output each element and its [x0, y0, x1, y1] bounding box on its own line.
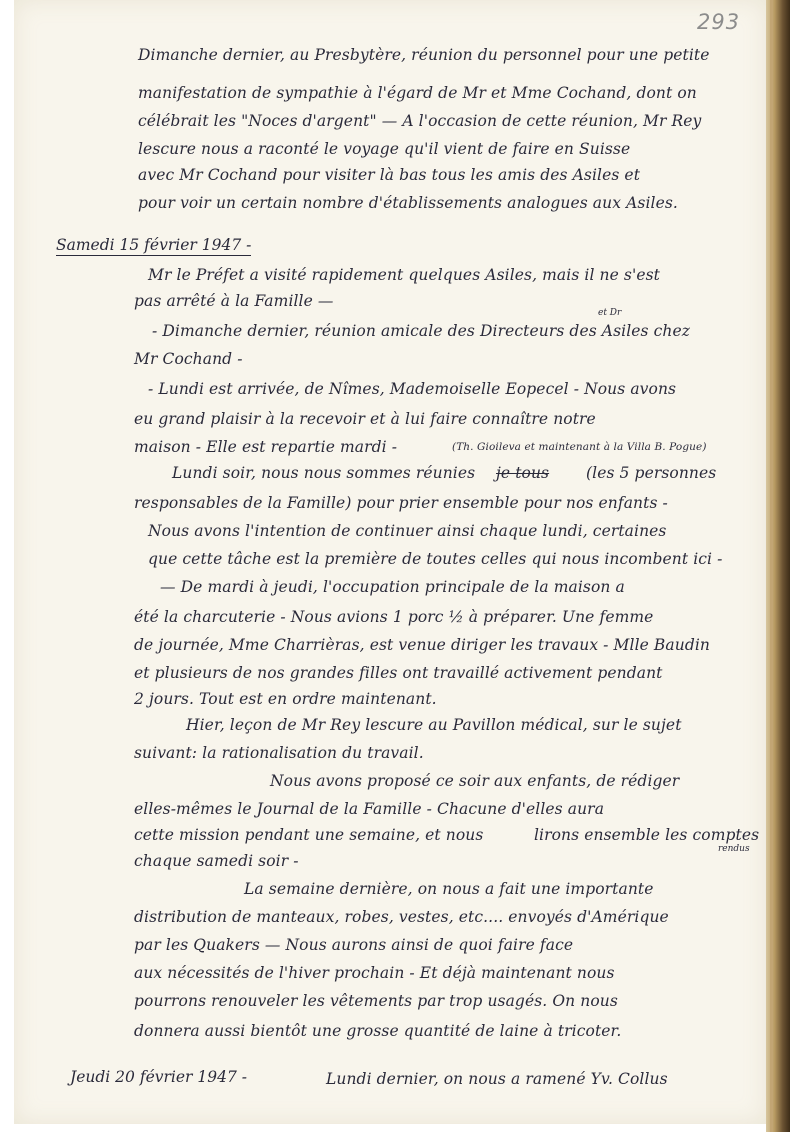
- binding-edge-line: [770, 0, 773, 1132]
- entry-line: pourrons renouveler les vêtements par trop usagés. On nous: [134, 992, 618, 1010]
- entry-line: suivant: la rationalisation du travail.: [134, 744, 424, 762]
- entry-line: manifestation de sympathie à l'égard de Mr et Mme Cochand, dont on: [138, 84, 697, 102]
- entry-line: distribution de manteaux, robes, vestes, etc.... envoyés d'Amérique: [134, 908, 669, 926]
- entry-line: célébrait les "Noces d'argent" — A l'occasion de cette réunion, Mr Rey: [138, 112, 702, 130]
- entry-line: pas arrêté à la Famille —: [134, 292, 334, 310]
- entry-line-continued: (les 5 personnes: [586, 464, 717, 482]
- entry-line: Nous avons l'intention de continuer ainsi chaque lundi, certaines: [148, 522, 667, 540]
- insert-below: rendus: [718, 844, 750, 854]
- entry-line: été la charcuterie - Nous avions 1 porc ½ à préparer. Une femme: [134, 608, 654, 626]
- entry-line: Dimanche dernier, au Presbytère, réunion du personnel pour une petite: [138, 46, 710, 64]
- entry-line: cette mission pendant une semaine, et nous: [134, 826, 484, 844]
- entry-line: eu grand plaisir à la recevoir et à lui faire connaître notre: [134, 410, 596, 428]
- entry-line: par les Quakers — Nous aurons ainsi de quoi faire face: [134, 936, 574, 954]
- struck-text: je tous: [496, 464, 550, 482]
- entry-line: Hier, leçon de Mr Rey lescure au Pavillon médical, sur le sujet: [186, 716, 682, 734]
- entry-date: Jeudi 20 février 1947 -: [70, 1068, 247, 1086]
- entry-line: responsables de la Famille) pour prier ensemble pour nos enfants -: [134, 494, 668, 512]
- entry-line: Lundi soir, nous nous sommes réunies: [172, 464, 476, 482]
- entry-date: Samedi 15 février 1947 -: [56, 236, 252, 254]
- entry-line: pour voir un certain nombre d'établissements analogues aux Asiles.: [138, 194, 678, 212]
- marginal-note: (Th. Gioileva et maintenant à la Villa B. Pogue): [452, 441, 707, 453]
- entry-line: que cette tâche est la première de toutes celles qui nous incombent ici -: [148, 550, 723, 568]
- entry-line: - Dimanche dernier, réunion amicale des Directeurs des Asiles chez: [152, 322, 691, 340]
- entry-line: chaque samedi soir -: [134, 852, 299, 870]
- entry-line: — De mardi à jeudi, l'occupation principale de la maison a: [160, 578, 625, 596]
- entry-line: de journée, Mme Charrièras, est venue diriger les travaux - Mlle Baudin: [134, 636, 711, 654]
- entry-line: Lundi dernier, on nous a ramené Yv. Collus: [326, 1070, 668, 1088]
- entry-line: donnera aussi bientôt une grosse quantité de laine à tricoter.: [134, 1022, 622, 1040]
- entry-line: et plusieurs de nos grandes filles ont travaillé activement pendant: [134, 664, 663, 682]
- entry-line: 2 jours. Tout est en ordre maintenant.: [134, 690, 437, 708]
- entry-line: avec Mr Cochand pour visiter là bas tous les amis des Asiles et: [138, 166, 641, 184]
- entry-line: maison - Elle est repartie mardi -: [134, 438, 398, 456]
- entry-line-continued: lirons ensemble les comptes: [534, 826, 760, 844]
- entry-line: elles-mêmes le Journal de la Famille - Chacune d'elles aura: [134, 800, 605, 818]
- entry-line: lescure nous a raconté le voyage qu'il vient de faire en Suisse: [138, 140, 631, 158]
- page-number: 293: [697, 10, 741, 34]
- entry-line: Mr le Préfet a visité rapidement quelques Asiles, mais il ne s'est: [148, 266, 661, 284]
- entry-line: - Lundi est arrivée, de Nîmes, Mademoiselle Eopecel - Nous avons: [148, 380, 677, 398]
- insert-above: et Dr: [598, 308, 622, 318]
- entry-line: La semaine dernière, on nous a fait une importante: [244, 880, 654, 898]
- entry-line: Mr Cochand -: [134, 350, 243, 368]
- entry-line: aux nécessités de l'hiver prochain - Et déjà maintenant nous: [134, 964, 615, 982]
- entry-line: Nous avons proposé ce soir aux enfants, de rédiger: [270, 772, 680, 790]
